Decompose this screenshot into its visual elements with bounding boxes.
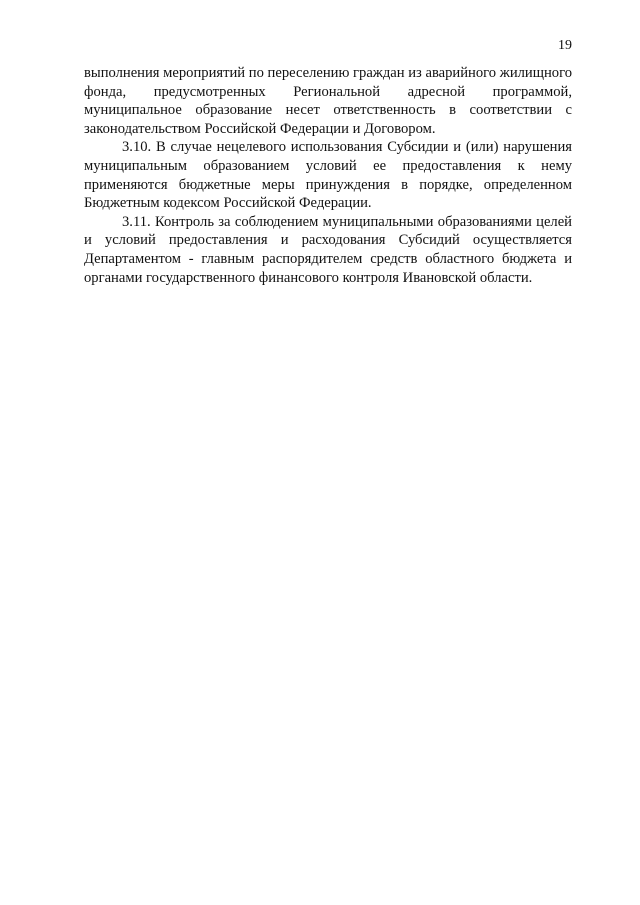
page-number: 19	[558, 38, 572, 53]
document-body	[84, 64, 572, 287]
paragraph-3-11: 3.11. Контроль за соблюдением муниципальными образованиями целей и условий предоставления и расходования Субсидий осуществляется Департаментом - главным распорядителем средств областного бюджета и органами государственного финансового контроля Ивановской области.	[84, 213, 572, 286]
paragraph-continuation: выполнения мероприятий по переселению граждан из аварийного жилищного фонда, предусмотренных Региональной адресной программой, муниципальное образование несет ответственность в соответствии с законодательством Российской Федерации и Договором.	[84, 65, 572, 137]
paragraph-3-10: 3.10. В случае нецелевого использования Субсидии и (или) нарушения муниципальным образованием условий ее предоставления к нему применяются бюджетные меры принуждения в порядке, определенном Бюджетным кодексом Российской Федерации.	[84, 139, 572, 212]
